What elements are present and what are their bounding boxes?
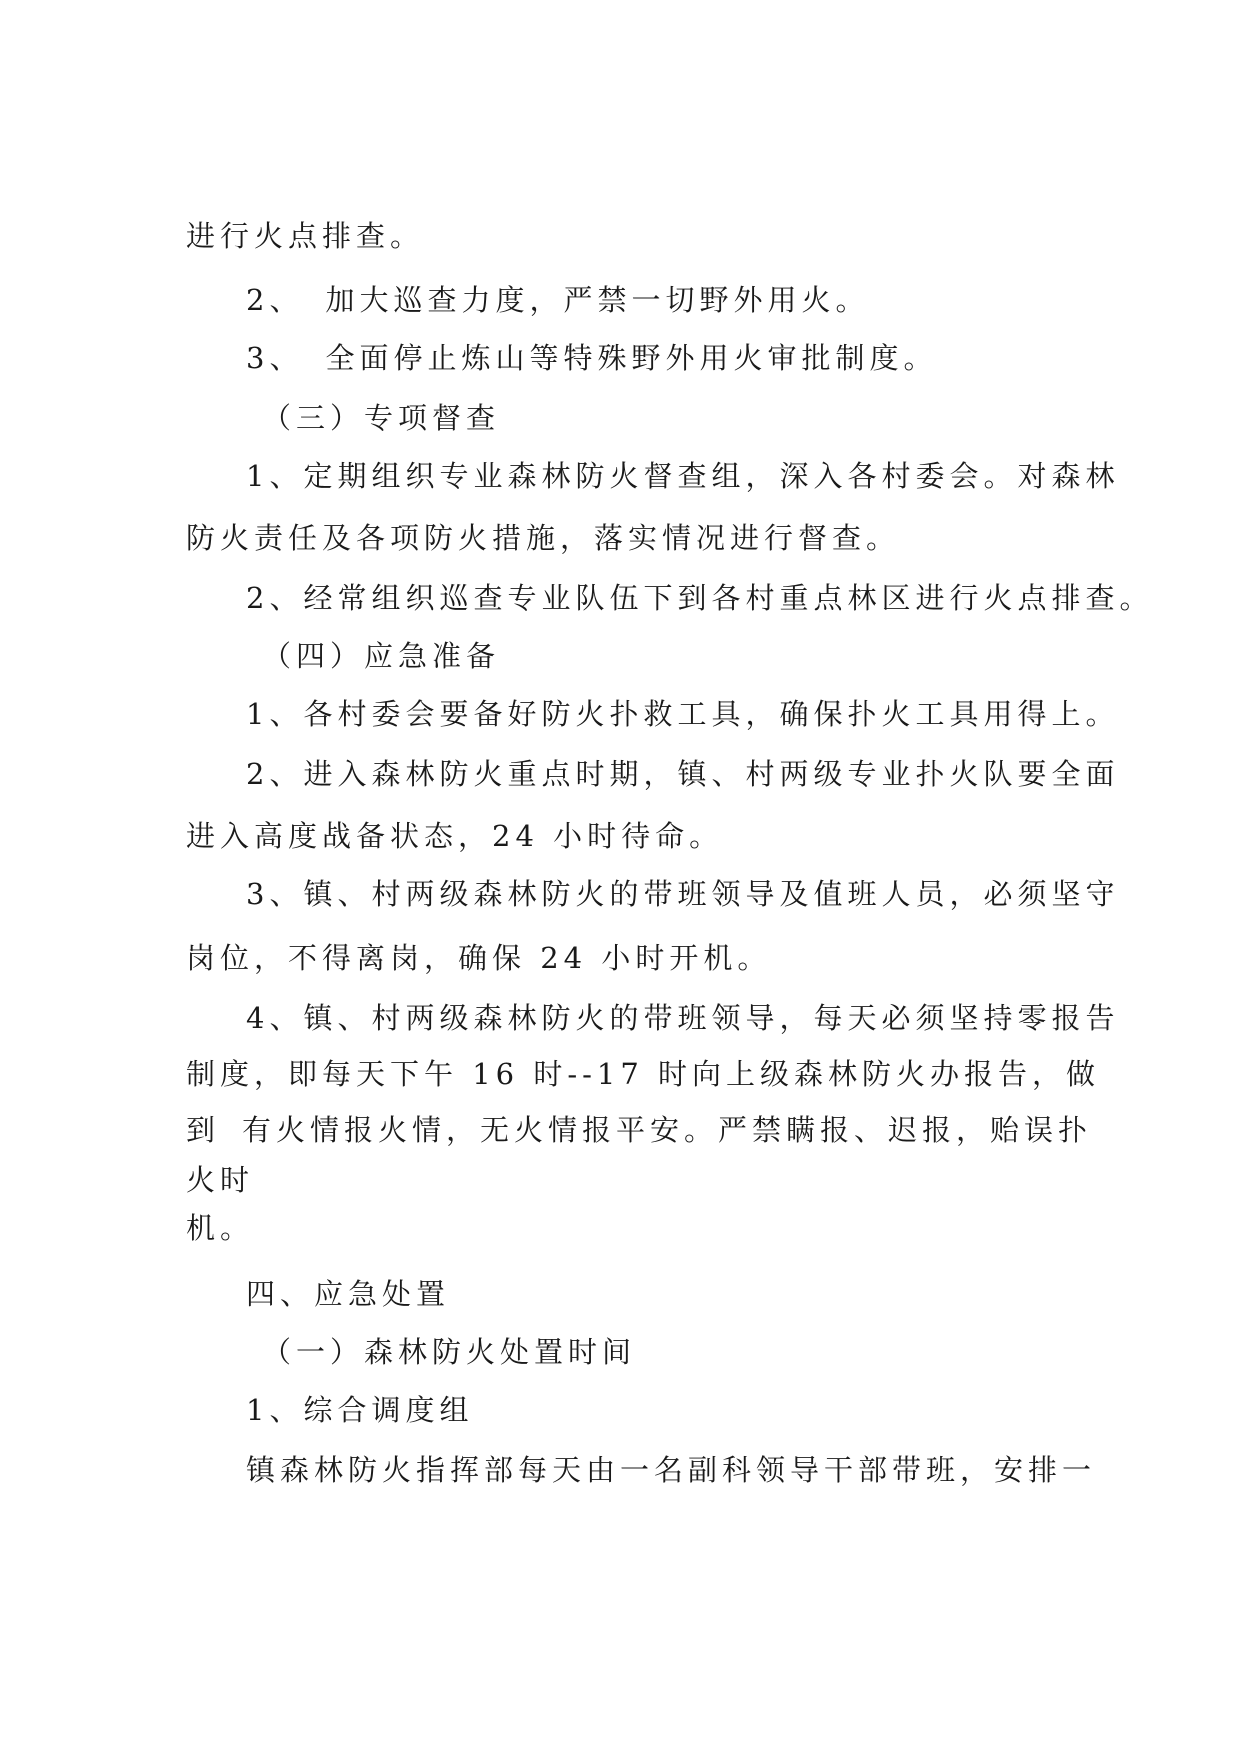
section-heading: 四、应急处置 — [246, 1277, 451, 1311]
text-line: 镇森林防火指挥部每天由一名副科领导干部带班，安排一 — [246, 1453, 1097, 1487]
text-line: 4、镇、村两级森林防火的带班领导，每天必须坚持零报告 — [246, 1001, 1120, 1035]
list-number: 3、 — [246, 341, 304, 375]
section-heading: （一）森林防火处置时间 — [262, 1335, 637, 1369]
text-line: 1、定期组织专业森林防火督查组，深入各村委会。对森林 — [246, 459, 1120, 493]
section-heading: （三）专项督查 — [262, 401, 501, 435]
text-line — [246, 282, 869, 318]
list-number: 2、 — [246, 283, 304, 317]
section-heading: （四）应急准备 — [262, 639, 501, 673]
list-text: 全面停止炼山等特殊野外用火审批制度。 — [325, 341, 938, 375]
text-line: 1、综合调度组 — [246, 1393, 474, 1427]
text-line — [186, 1112, 1092, 1148]
text-line: 岗位，不得离岗，确保 24 小时开机。 — [186, 941, 772, 975]
text-line: 制度，即每天下午 16 时--17 时向上级森林防火办报告，做 — [186, 1057, 1101, 1091]
text-line: 2、进入森林防火重点时期，镇、村两级专业扑火队要全面 — [246, 757, 1120, 791]
text-line: 3、镇、村两级森林防火的带班领导及值班人员，必须坚守 — [246, 877, 1120, 911]
list-text: 加大巡查力度，严禁一切野外用火。 — [325, 283, 870, 317]
text-line: 进入高度战备状态，24 小时待命。 — [186, 819, 724, 853]
text-line: 2、经常组织巡查专业队伍下到各村重点林区进行火点排查。 — [246, 581, 1154, 615]
text-line: 进行火点排查。 — [186, 219, 425, 253]
line-start: 到 — [186, 1113, 221, 1147]
text-line: 机。 — [186, 1211, 255, 1245]
text-line — [246, 340, 937, 376]
text-line: 1、各村委会要备好防火扑救工具，确保扑火工具用得上。 — [246, 697, 1120, 731]
text-line: 防火责任及各项防火措施，落实情况进行督查。 — [186, 521, 901, 555]
text-line: 火时 — [186, 1163, 255, 1197]
line-rest: 有火情报火情，无火情报平安。严禁瞒报、迟报，贻误扑 — [242, 1113, 1093, 1147]
